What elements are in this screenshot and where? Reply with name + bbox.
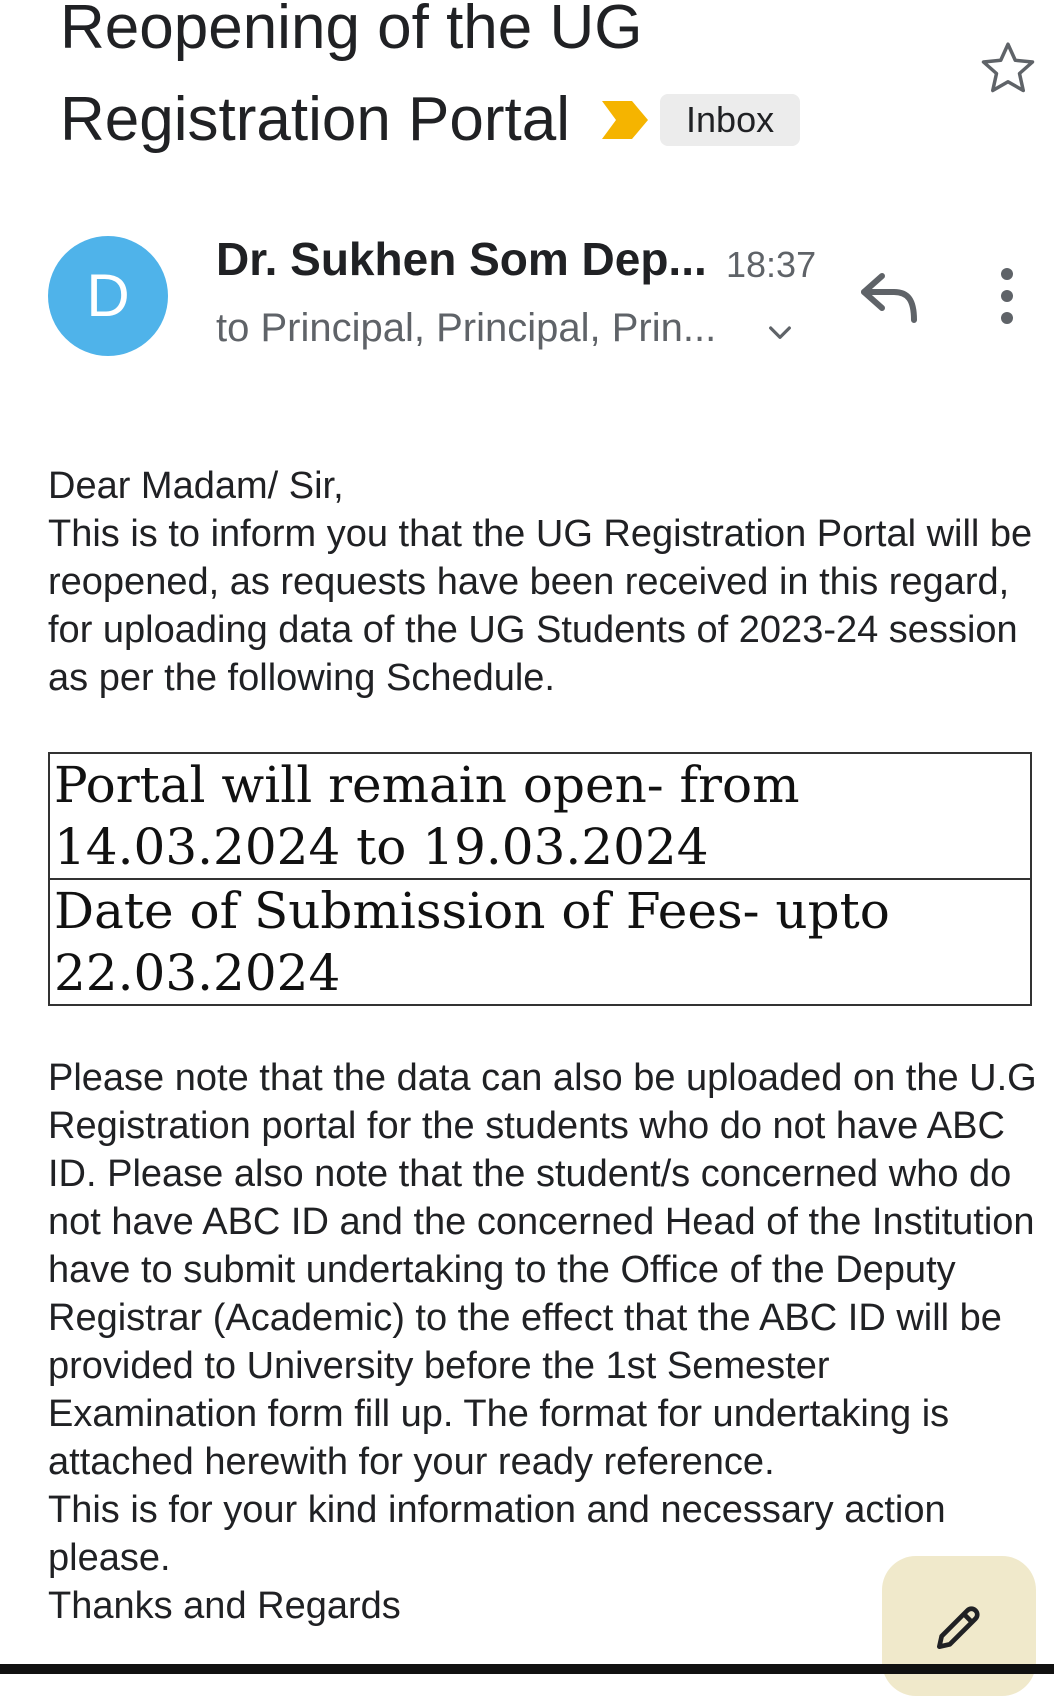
table-row — [49, 753, 1031, 879]
star-outline-icon[interactable] — [978, 38, 1038, 98]
compose-button[interactable] — [882, 1556, 1036, 1696]
pencil-icon — [930, 1600, 986, 1656]
inbox-label-chip[interactable]: Inbox — [660, 94, 800, 146]
sender-avatar[interactable]: D — [48, 236, 168, 356]
signoff: Thanks and Regards — [48, 1585, 401, 1627]
email-body-note — [48, 1054, 1038, 1630]
email-time: 18:37 — [726, 244, 817, 285]
bottom-bar — [0, 1664, 1054, 1674]
schedule-cell-portal-open: Portal will remain open- from 14.03.2024 to 19.03.2024 — [49, 753, 1031, 879]
subject-line-1: Reopening of the UG — [60, 0, 643, 62]
email-subject — [60, 0, 960, 166]
greeting: Dear Madam/ Sir, — [48, 465, 344, 507]
schedule-table — [48, 752, 1032, 1006]
table-row — [49, 879, 1031, 1005]
closing-line: This is for your kind information and necessary action please. — [48, 1489, 946, 1579]
email-body-intro — [48, 462, 1038, 702]
chevron-down-icon[interactable] — [764, 316, 796, 348]
important-marker-icon[interactable] — [598, 99, 650, 141]
sender-name[interactable]: Dr. Sukhen Som Dep... — [216, 233, 707, 285]
reply-icon[interactable] — [858, 268, 922, 324]
subject-line-2-row — [60, 74, 960, 166]
intro-paragraph: This is to inform you that the UG Registration Portal will be reopened, as requests have been received in this regard, for uploading data of the UG Students of 2023-24 session as per the following Schedule. — [48, 513, 1033, 699]
schedule-cell-fees: Date of Submission of Fees- upto 22.03.2024 — [49, 879, 1031, 1005]
subject-line-2: Registration Portal — [60, 85, 571, 154]
note-paragraph: Please note that the data can also be uploaded on the U.G Registration portal for the students who do not have ABC ID. Please also note that the student/s concerned who do not have ABC ID and the concerned Head of the Institution have to submit undertaking to the Office of the Deputy Registrar (Academic) to the effect that the ABC ID will be provided to University before the 1st Semester Examination form fill up. The format for undertaking is attached herewith for your ready reference. — [48, 1057, 1037, 1483]
more-vertical-icon[interactable] — [996, 266, 1018, 326]
recipients-line[interactable]: to Principal, Principal, Prin... — [216, 306, 717, 350]
